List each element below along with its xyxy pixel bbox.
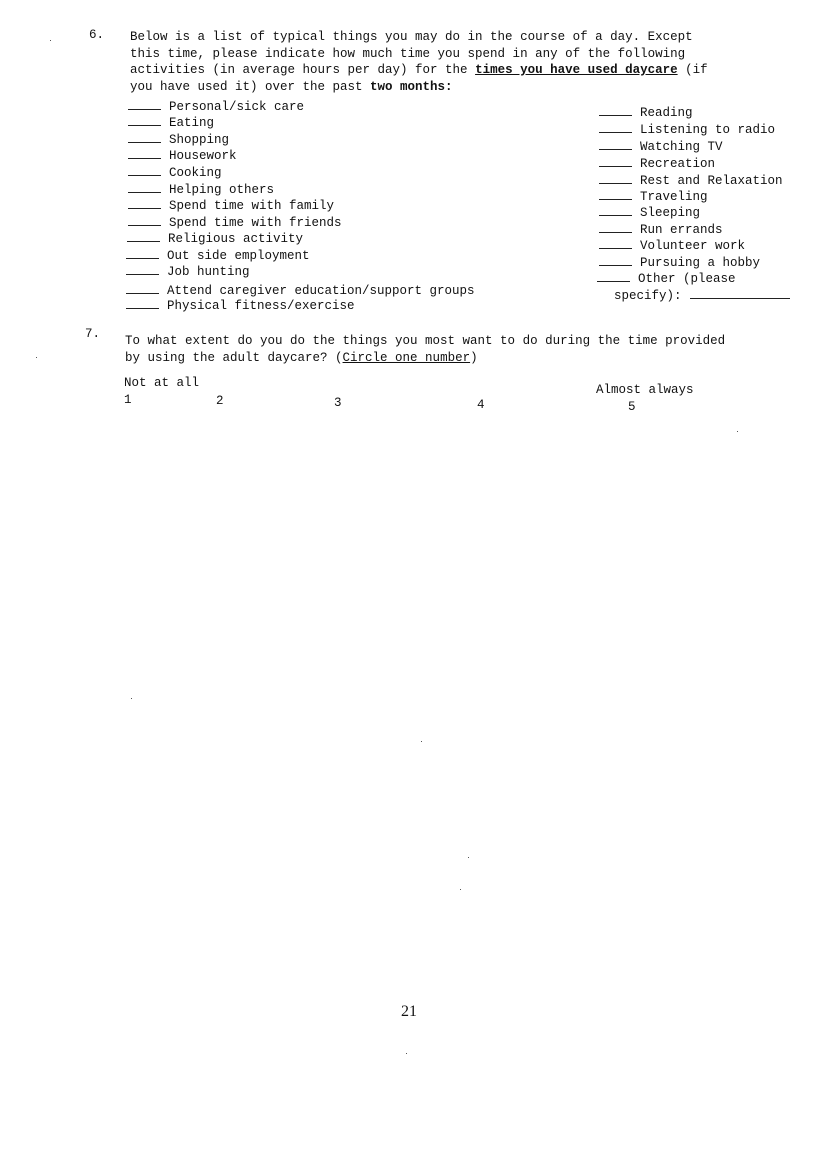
activity-item: Attend caregiver education/support groups: [126, 281, 475, 297]
question-7-line-2: by using the adult daycare? (Circle one number): [125, 350, 478, 365]
scan-speck: [737, 431, 738, 432]
scan-speck: [131, 698, 132, 699]
activity-item: Listening to radio: [599, 120, 775, 136]
hours-blank[interactable]: [126, 262, 159, 275]
activity-item: Shopping: [128, 130, 229, 146]
hours-blank[interactable]: [126, 281, 159, 294]
hours-blank[interactable]: [599, 253, 632, 266]
question-7-line-1: To what extent do you do the things you most want to do during the time provided: [125, 334, 726, 348]
question-7-text: [125, 333, 725, 366]
hours-blank[interactable]: [599, 154, 632, 167]
activity-item: Rest and Relaxation: [599, 171, 783, 187]
question-6-number: 6.: [89, 28, 105, 42]
activity-item: Personal/sick care: [128, 97, 304, 113]
hours-blank[interactable]: [128, 213, 161, 226]
hours-blank[interactable]: [599, 171, 632, 184]
activity-item: Traveling: [599, 187, 708, 203]
hours-blank[interactable]: [597, 269, 630, 282]
hours-blank[interactable]: [599, 103, 632, 116]
hours-blank[interactable]: [126, 296, 159, 309]
scale-option-4[interactable]: 4: [477, 398, 485, 412]
hours-blank[interactable]: [599, 137, 632, 150]
scan-speck: [468, 857, 469, 858]
activity-item: Religious activity: [127, 229, 303, 245]
hours-blank[interactable]: [128, 113, 161, 126]
scale-low-label: Not at all: [124, 376, 200, 390]
hours-blank[interactable]: [126, 246, 159, 259]
hours-blank[interactable]: [128, 163, 161, 176]
activity-item: Run errands: [599, 220, 723, 236]
activity-item: Watching TV: [599, 137, 723, 153]
specify-blank[interactable]: [690, 286, 790, 299]
activity-item: Physical fitness/exercise: [126, 296, 355, 312]
question-6-line-1: Below is a list of typical things you may do in the course of a day. Except: [130, 30, 693, 44]
emphasis-circle-one-number: Circle one number: [342, 350, 471, 365]
scale-option-3[interactable]: 3: [334, 396, 342, 410]
activity-item: Eating: [128, 113, 214, 129]
hours-blank[interactable]: [599, 120, 632, 133]
activity-item: Job hunting: [126, 262, 250, 278]
activity-item: Cooking: [128, 163, 222, 179]
hours-blank[interactable]: [127, 229, 160, 242]
hours-blank[interactable]: [599, 187, 632, 200]
activity-item: Out side employment: [126, 246, 310, 262]
activity-item: Recreation: [599, 154, 715, 170]
scan-speck: [50, 40, 51, 41]
activity-item: Other (please: [597, 269, 736, 285]
hours-blank[interactable]: [599, 220, 632, 233]
scan-speck: [36, 357, 37, 358]
activity-item: Helping others: [128, 180, 274, 196]
hours-blank[interactable]: [128, 146, 161, 159]
activity-item: Housework: [128, 146, 237, 162]
hours-blank[interactable]: [599, 236, 632, 249]
scale-high-label: Almost always: [596, 383, 694, 397]
question-6-line-4: you have used it) over the past two months:: [130, 79, 453, 94]
scan-speck: [406, 1053, 407, 1054]
scale-option-5[interactable]: 5: [628, 400, 636, 414]
activity-item: Pursuing a hobby: [599, 253, 760, 269]
scale-option-2[interactable]: 2: [216, 394, 224, 408]
hours-blank[interactable]: [599, 203, 632, 216]
page-number: 21: [401, 1003, 417, 1020]
emphasis-two-months: two months:: [370, 79, 453, 94]
activity-item: Spend time with friends: [128, 213, 342, 229]
other-specify: specify):: [614, 286, 790, 302]
scan-speck: [460, 889, 461, 890]
hours-blank[interactable]: [128, 196, 161, 209]
question-6-text: [130, 29, 708, 95]
question-6-line-3: activities (in average hours per day) for the times you have used daycare (if: [130, 63, 708, 77]
activity-item: Volunteer work: [599, 236, 745, 252]
scale-option-1[interactable]: 1: [124, 393, 132, 407]
activity-item: Sleeping: [599, 203, 700, 219]
hours-blank[interactable]: [128, 130, 161, 143]
question-7-number: 7.: [85, 327, 101, 341]
activity-item: Spend time with family: [128, 196, 334, 212]
scan-speck: [421, 741, 422, 742]
hours-blank[interactable]: [128, 180, 161, 193]
emphasis-times-used-daycare: times you have used daycare: [475, 63, 678, 77]
question-6-line-2: this time, please indicate how much time you spend in any of the following: [130, 46, 686, 61]
activity-item: Reading: [599, 103, 693, 119]
hours-blank[interactable]: [128, 97, 161, 110]
